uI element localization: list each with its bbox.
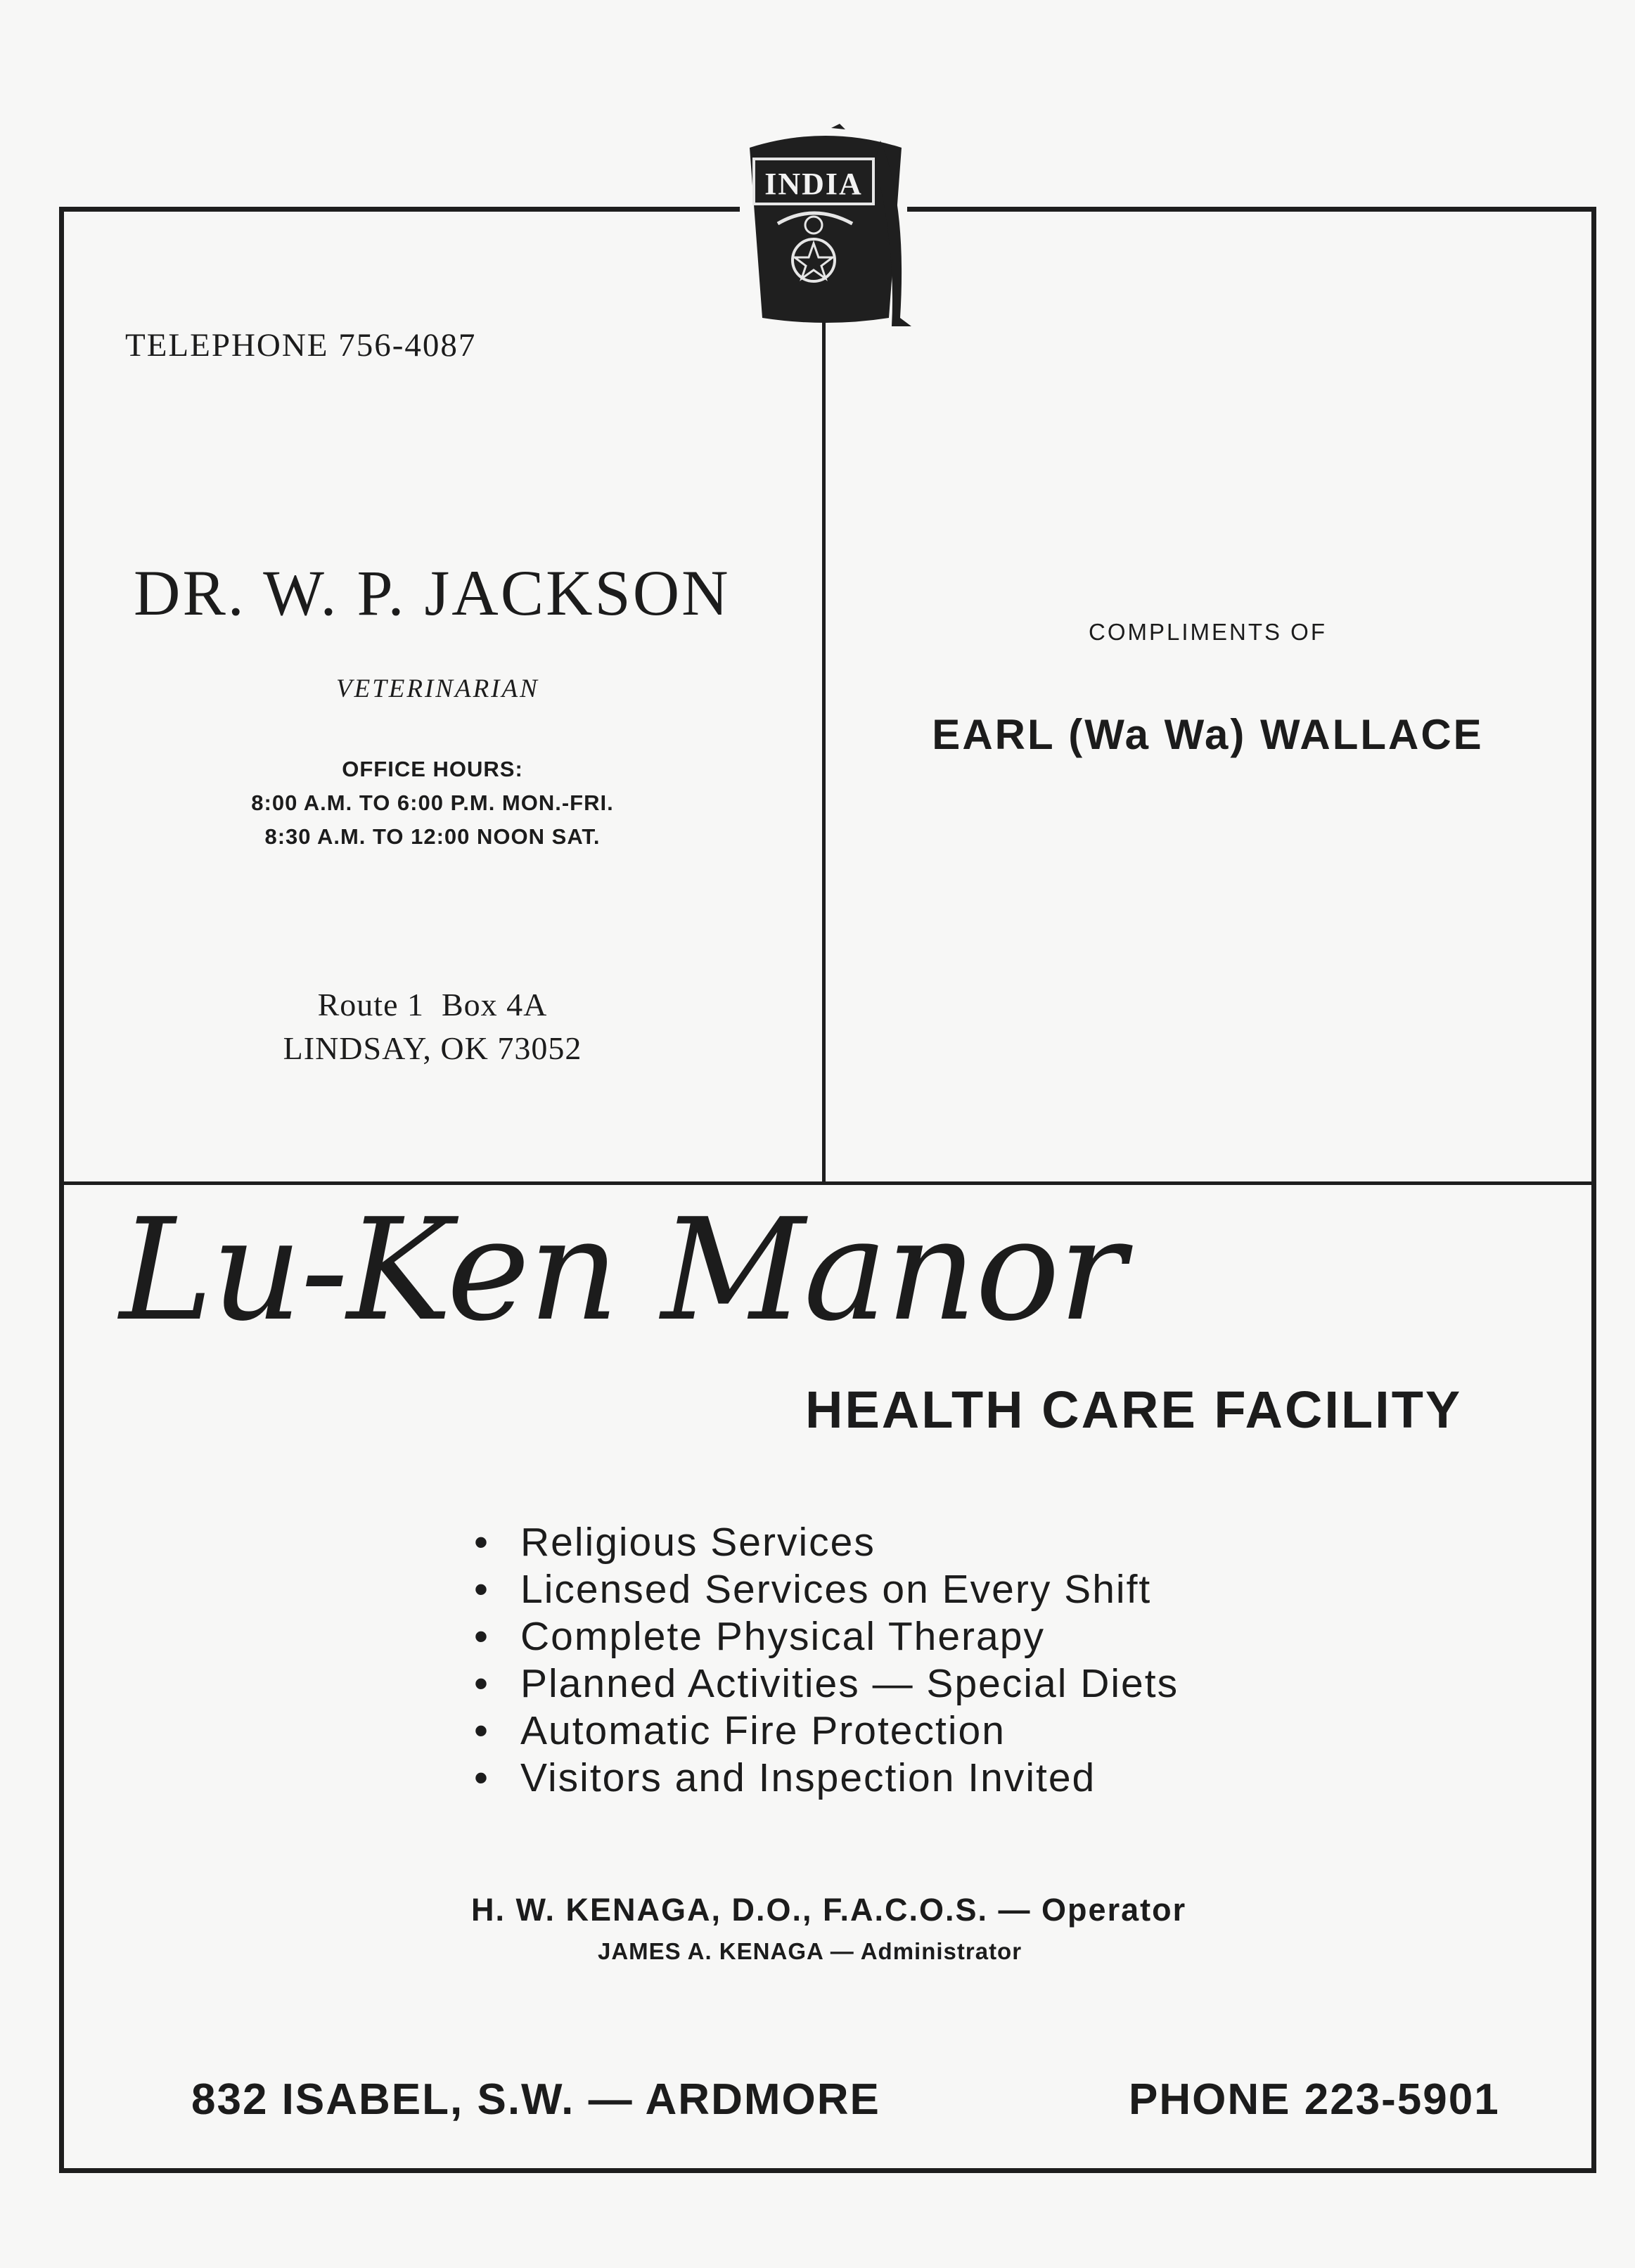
frame-right-edge — [1591, 207, 1596, 2173]
svg-text:INDIA: INDIA — [764, 167, 863, 201]
horizontal-divider — [59, 1181, 1596, 1185]
doctor-title: VETERINARIAN — [336, 674, 539, 703]
office-hours-weekday: 8:00 A.M. TO 6:00 P.M. MON.-FRI. — [251, 790, 614, 815]
office-hours-saturday: 8:30 A.M. TO 12:00 NOON SAT. — [264, 824, 601, 849]
address-line-1: Route 1 Box 4A — [317, 987, 548, 1023]
list-item: • Licensed Services on Every Shift — [471, 1566, 1179, 1613]
telephone-text: TELEPHONE 756-4087 — [125, 327, 477, 364]
list-item: • Planned Activities — Special Diets — [471, 1660, 1179, 1708]
facility-subtitle: HEALTH CARE FACILITY — [805, 1380, 1463, 1439]
brand-logo: Lu-Ken Manor — [120, 1189, 1124, 1352]
fez-emblem — [734, 120, 918, 331]
frame-top-right — [907, 207, 1596, 212]
fez-icon — [734, 120, 918, 331]
facility-phone: PHONE 223-5901 — [1129, 2075, 1500, 2124]
frame-top-left — [59, 207, 740, 212]
office-hours — [141, 752, 724, 854]
administrator-line: JAMES A. KENAGA — Administrator — [598, 1938, 1022, 1964]
list-item: • Automatic Fire Protection — [471, 1708, 1179, 1755]
address-line-2: LINDSAY, OK 73052 — [283, 1030, 582, 1066]
services-list — [471, 1519, 1179, 1802]
doctor-name: DR. W. P. JACKSON — [134, 557, 731, 629]
frame-bottom-edge — [59, 2168, 1596, 2173]
sponsor-name: EARL (Wa Wa) WALLACE — [932, 711, 1484, 758]
list-item: • Complete Physical Therapy — [471, 1613, 1179, 1660]
doctor-address — [141, 983, 724, 1070]
list-item: • Visitors and Inspection Invited — [471, 1755, 1179, 1802]
facility-address: 832 ISABEL, S.W. — ARDMORE — [191, 2075, 880, 2124]
list-item: • Religious Services — [471, 1519, 1179, 1566]
operator-line: H. W. KENAGA, D.O., F.A.C.O.S. — Operator — [471, 1892, 1187, 1928]
compliments-text: COMPLIMENTS OF — [1088, 619, 1328, 645]
frame-left-edge — [59, 207, 64, 2173]
office-hours-heading: OFFICE HOURS: — [342, 757, 523, 781]
